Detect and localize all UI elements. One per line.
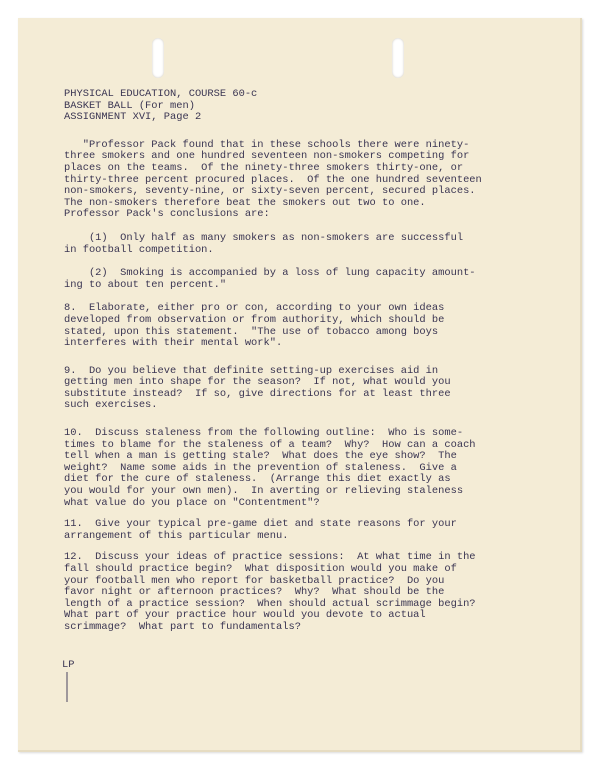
text-line: tell when a man is getting stale? What does the eye show? The xyxy=(64,450,457,463)
question-11 xyxy=(64,519,534,542)
text-line: "Professor Pack found that in these schools there were ninety- xyxy=(64,138,470,151)
header-line: ASSIGNMENT XVI, Page 2 xyxy=(64,111,202,124)
text-line: 11. Give your typical pre-game diet and state reasons for your xyxy=(64,518,457,531)
binder-hole-right xyxy=(392,38,404,78)
text-line: substitute instead? If so, give directions for at least three xyxy=(64,387,451,400)
text-line: weight? Name some aids in the prevention of staleness. Give a xyxy=(64,461,457,474)
header-line: PHYSICAL EDUCATION, COURSE 60-c xyxy=(64,88,258,100)
course-header xyxy=(64,89,534,124)
text-line: (2) Smoking is accompanied by a loss of lung capacity amount- xyxy=(64,267,476,280)
quote-paragraph xyxy=(64,140,534,221)
text-line: in football competition. xyxy=(64,243,214,256)
text-line: ing to about ten percent." xyxy=(64,278,227,291)
conclusion-2 xyxy=(64,268,534,291)
binder-hole-left xyxy=(152,38,164,78)
text-line: arrangement of this particular menu. xyxy=(64,529,289,542)
text-line: 9. Do you believe that definite setting-up exercises aid in xyxy=(64,364,439,377)
pencil-mark xyxy=(66,672,68,702)
text-line: diet for the cure of staleness. (Arrange this diet exactly as xyxy=(64,473,451,486)
question-8 xyxy=(64,303,534,349)
text-line: 12. Discuss your ideas of practice sessions: At what time in the xyxy=(64,551,476,564)
text-line: your football men who report for basketball practice? Do you xyxy=(64,574,445,587)
text-line: developed from observation or from authority, which should be xyxy=(64,313,445,326)
text-line: stated, upon this statement. "The use of tobacco among boys xyxy=(64,325,439,338)
text-line: non-smokers, seventy-nine, or sixty-seven percent, secured places. xyxy=(64,185,476,198)
text-line: (1) Only half as many smokers as non-smokers are successful xyxy=(64,231,464,244)
text-line: The non-smokers therefore beat the smokers out two to one. xyxy=(64,196,426,209)
question-12 xyxy=(64,552,534,633)
text-line: Professor Pack's conclusions are: xyxy=(64,208,270,221)
question-10 xyxy=(64,428,534,509)
conclusion-1 xyxy=(64,233,534,256)
header-line: BASKET BALL (For men) xyxy=(64,99,195,112)
typewritten-text xyxy=(64,89,534,634)
question-9 xyxy=(64,366,534,412)
text-line: 8. Elaborate, either pro or con, according to your own ideas xyxy=(64,302,445,315)
text-line: times to blame for the staleness of a team? Why? How can a coach xyxy=(64,438,476,451)
typist-initials: LP xyxy=(62,659,75,671)
text-line: what value do you place on "Contentment"? xyxy=(64,496,320,509)
text-line: 10. Discuss staleness from the following outline: Who is some- xyxy=(64,427,464,440)
text-line: length of a practice session? When should actual scrimmage begin? xyxy=(64,597,476,610)
text-line: such exercises. xyxy=(64,399,158,412)
text-line: thirty-three percent procured places. Of the one hundred seventeen xyxy=(64,173,482,186)
text-line: places on the teams. Of the ninety-three smokers thirty-one, or xyxy=(64,161,464,174)
text-line: favor night or afternoon practices? Why? What should be the xyxy=(64,586,445,599)
text-line: interferes with their mental work". xyxy=(64,337,283,350)
text-line: scrimmage? What part to fundamentals? xyxy=(64,620,301,633)
text-line: three smokers and one hundred seventeen non-smokers competing for xyxy=(64,150,470,163)
text-line: you would for your own men). In averting or relieving staleness xyxy=(64,485,464,498)
text-line: fall should practice begin? What disposition would you make of xyxy=(64,563,457,575)
text-line: What part of your practice hour would you devote to actual xyxy=(64,609,426,622)
text-line: getting men into shape for the season? If not, what would you xyxy=(64,376,451,389)
